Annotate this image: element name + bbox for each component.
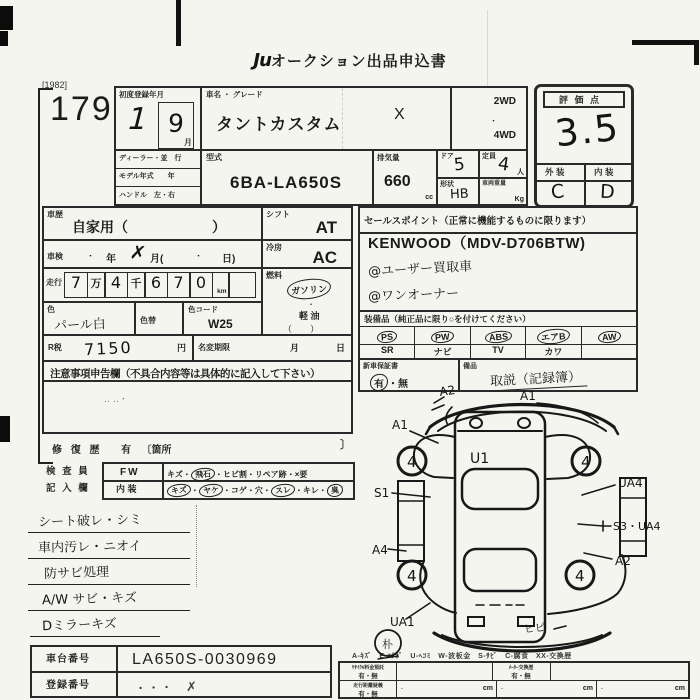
mileage-empty-box xyxy=(228,272,256,298)
interior-item: 穴 xyxy=(254,486,263,495)
inspection-year: 年 xyxy=(106,254,116,265)
scan-artifact xyxy=(0,31,8,46)
sales-point-note1: @ユーザー買取車 xyxy=(367,259,473,280)
drive-dot: ・ xyxy=(488,116,498,126)
handnote-text: A/W サビ・キズ xyxy=(41,590,138,609)
inspector-stamp-text: 朴 xyxy=(382,638,393,651)
weight-label: 車両重量 xyxy=(482,181,507,187)
equipment-cell: ナビ xyxy=(415,345,470,360)
fuel-label: 燃料 xyxy=(266,271,282,280)
color-change-label: 色替 xyxy=(140,316,156,325)
color-cell xyxy=(42,301,136,336)
color-change-cell xyxy=(134,301,184,336)
equipment-cell: カワ xyxy=(526,345,581,360)
interior-item: 臭 xyxy=(330,485,340,496)
equipment-cell xyxy=(526,327,581,344)
registration-value: ・・・ ✗ xyxy=(133,679,198,698)
registration-label: 登録番号 xyxy=(46,680,90,691)
chassis-value: LA650S-0030969 xyxy=(132,651,278,668)
model-year-label: モデル年式 年 xyxy=(119,173,175,180)
damage-label-hood-u1: U1 xyxy=(470,451,490,467)
model-code-value: 6BA-LA650S xyxy=(230,173,343,192)
handnote-line xyxy=(28,510,190,533)
doors-value: 5 xyxy=(452,154,466,176)
leader-right-a2 xyxy=(584,553,612,559)
chassis-label: 車台番号 xyxy=(46,654,90,665)
fw-item: 飛石 xyxy=(194,469,212,480)
bottom-right-table xyxy=(338,661,690,699)
sep: ・ xyxy=(294,486,303,495)
warranty-label: 新車保証書 xyxy=(363,363,398,370)
fuel-paren: （ ） xyxy=(283,324,320,334)
equipment-item: AW xyxy=(601,331,617,343)
accessories-value: 取説（記録簿） xyxy=(488,365,588,391)
column-divider xyxy=(196,505,197,587)
weight-unit: Kg xyxy=(514,196,524,203)
equipment-circled xyxy=(377,330,398,343)
bt-cm-unit: cm xyxy=(482,685,493,692)
fw-label: FW xyxy=(120,467,140,478)
equipment-cell xyxy=(415,327,470,344)
shift-label: シフト xyxy=(266,210,290,219)
damage-label-front-a1: A1 xyxy=(520,389,536,403)
rear-note-dash xyxy=(554,626,566,629)
registration-value-cell xyxy=(116,671,332,698)
color-code-value: W25 xyxy=(208,317,233,331)
recycle-fee-value: 7150 xyxy=(83,337,134,360)
lot-number: 179 xyxy=(50,90,113,128)
interior-item: コゲ xyxy=(230,486,247,495)
history-cell xyxy=(42,206,263,241)
notes-header xyxy=(42,360,353,382)
sep: ・ xyxy=(388,379,398,390)
car-damage-diagram xyxy=(372,383,672,663)
bt-cm-cell xyxy=(596,681,688,697)
sep: ・ xyxy=(246,470,255,479)
inspection-label: 車検 xyxy=(47,252,63,261)
warranty-no: 無 xyxy=(398,379,408,390)
bt-cm-cell xyxy=(396,681,497,697)
handnote-line xyxy=(30,614,160,637)
repair-history-close: 〕 xyxy=(340,439,351,451)
inspection-month: 月( xyxy=(150,254,164,265)
recycle-fee-unit: 円 xyxy=(176,343,186,353)
headlamp-right xyxy=(518,418,530,428)
equipment-header: 装備品（純正品に限り○を付けてください） xyxy=(360,312,636,327)
capacity-value: 4 xyxy=(496,153,511,176)
interior-item-circled xyxy=(270,483,295,498)
rear-lamp-left xyxy=(468,617,484,626)
doors-cell xyxy=(436,149,480,179)
scan-artifact xyxy=(176,0,181,46)
rear-window xyxy=(464,549,536,591)
inspector-label-1: 検 査 員 xyxy=(46,466,90,477)
bt-label-1 xyxy=(340,663,397,680)
equipment-circled xyxy=(431,330,454,344)
sep: ・ xyxy=(318,486,327,495)
notes-header-text: 注意事項申告欄（不具合内容等は具体的に記入して下さい） xyxy=(50,368,320,380)
damage-label-ua1: UA1 xyxy=(390,615,415,629)
bt-label-1-text: ﾘｻｲｸﾙ料金預託 xyxy=(351,665,385,671)
handle-label: ハンドル 左・右 xyxy=(119,192,175,199)
interior-item-circled xyxy=(167,483,192,498)
equipment-circled xyxy=(537,328,570,345)
headlamp-left xyxy=(470,418,482,428)
fuel-cell xyxy=(261,267,353,336)
sales-point-header-text: セールスポイント（正常に機能するものに限ります） xyxy=(364,216,592,227)
notes-faint-marks: ‥ ‥・ xyxy=(104,395,128,405)
interior-row-label: 内 装 xyxy=(116,484,137,494)
interior-item-circled xyxy=(326,483,343,497)
mileage-digit: 0 xyxy=(189,272,213,298)
equipment-item: PS xyxy=(380,331,394,343)
bt-mark: ・ xyxy=(399,687,406,693)
handnote-line xyxy=(28,536,190,559)
equipment-row-1 xyxy=(360,327,636,345)
inspector-table xyxy=(102,462,355,500)
sep: ・ xyxy=(190,486,199,495)
fw-item-circled xyxy=(190,467,215,482)
mileage-unit-man: 万 xyxy=(87,272,106,298)
exterior-grade: C xyxy=(550,180,566,204)
bt-mark: ・ xyxy=(499,687,506,693)
color-value: パール白 xyxy=(53,317,107,334)
equipment-cell: SR xyxy=(360,345,415,360)
car-name-value: タントカスタム xyxy=(216,115,342,134)
mileage-digit: 7 xyxy=(167,272,191,298)
inspection-cell xyxy=(42,239,263,269)
damage-label-s3ua4: S3・UA4 xyxy=(613,520,661,533)
mileage-digit-boxes xyxy=(64,272,256,298)
chassis-value-cell xyxy=(116,645,332,673)
damage-code-legend: A-ｷｽﾞ E-ｴｸﾎﾞ U-ﾍｺﾐ W-波板金 S-ｻﾋﾞ C-腐食 XX-交換歴 xyxy=(352,653,572,660)
fuel-gasoline xyxy=(286,277,331,300)
color-code-label: 色コード xyxy=(188,305,218,314)
sales-point-note2: @ワンオーナー xyxy=(367,286,460,305)
interior-item: ヤケ xyxy=(202,485,220,496)
mileage-digit: 6 xyxy=(144,272,168,298)
equipment-circled xyxy=(597,330,620,344)
left-door-lines xyxy=(398,501,424,545)
sep: ・ xyxy=(286,470,295,479)
tire-tread-value: 4 xyxy=(407,567,417,585)
sep: ・ xyxy=(182,470,191,479)
ac-value: AC xyxy=(312,248,337,267)
sales-point-header xyxy=(360,208,636,234)
mileage-digit: 4 xyxy=(104,272,128,298)
recycle-fee-cell xyxy=(42,334,194,362)
equipment-cell xyxy=(471,327,526,344)
equipment-box xyxy=(358,310,638,360)
bt-label-1-choice: 有・無 xyxy=(358,673,378,680)
leader-a4 xyxy=(388,549,406,551)
car-grade: X xyxy=(394,106,405,123)
mileage-km-label: km xyxy=(212,272,230,298)
damage-label-s1: S1 xyxy=(374,486,390,500)
history-label: 車歴 xyxy=(47,210,63,219)
interior-label: 内 装 xyxy=(594,167,614,177)
damage-label-a4: A4 xyxy=(372,543,388,557)
sales-point-product: KENWOOD（MDV-D706BTW) xyxy=(368,235,586,252)
chassis-label-cell xyxy=(30,645,118,673)
sep: ・ xyxy=(246,486,255,495)
name-change-month: 月 xyxy=(290,343,300,353)
car-body xyxy=(455,412,545,642)
fw-item: ヒビ割 xyxy=(222,470,247,479)
drive-type-cell xyxy=(450,86,528,151)
scan-crease xyxy=(487,10,488,86)
bt-label-2-choice: 有・無 xyxy=(511,673,531,680)
sep: ・ xyxy=(214,470,223,479)
divider xyxy=(584,163,586,205)
repair-history-open: 〔箇所 xyxy=(141,445,172,456)
interior-grade: D xyxy=(599,180,616,204)
interior-item: スレ xyxy=(274,485,292,496)
repair-history-yes: 有 xyxy=(121,445,132,456)
color-label: 色 xyxy=(47,305,55,314)
bt-label-3 xyxy=(340,681,397,697)
handnote-text: 防サビ処理 xyxy=(43,564,110,583)
capacity-label: 定員 xyxy=(482,153,496,160)
score-label: 評 価 点 xyxy=(559,95,602,105)
equipment-cell: TV xyxy=(471,345,526,360)
score-value: 3.5 xyxy=(552,105,622,156)
ju-logo: Ju xyxy=(253,50,271,71)
drive-4wd: 4WD xyxy=(493,130,516,141)
interior-item: キレ xyxy=(302,486,319,495)
first-registration-month: 9 xyxy=(167,108,185,139)
ac-cell xyxy=(261,239,353,269)
tire-tread-value: 4 xyxy=(407,453,417,471)
scan-artifact xyxy=(0,6,13,30)
damage-label-front-a2: A2 xyxy=(438,383,457,399)
damage-label-rear-note: ヒビ xyxy=(522,620,547,636)
form-title xyxy=(0,50,700,71)
inspector-label-2: 記 入 欄 xyxy=(46,483,90,494)
fw-item: キズ xyxy=(167,470,183,479)
car-name-label: 車名 ・ グレード xyxy=(206,90,263,99)
tire-tread-value: 4 xyxy=(581,453,591,471)
fw-item: ×要 xyxy=(294,470,308,479)
mileage-unit-sen: 千 xyxy=(127,272,146,298)
damage-label-ua4: UA4 xyxy=(618,476,643,490)
bt-label-2-text: ﾒｰﾀｰ交換歴 xyxy=(508,665,534,671)
repair-history-row xyxy=(52,440,352,460)
first-registration-year: 1 xyxy=(123,102,152,137)
left-door-panel xyxy=(398,481,424,561)
handnote-text: Dミラーキズ xyxy=(41,616,118,635)
bt-label-2 xyxy=(492,663,551,680)
shift-value: AT xyxy=(315,218,337,237)
divider xyxy=(116,186,200,187)
model-code-cell xyxy=(200,149,374,206)
form-title-text: オークション出品申込書 xyxy=(270,53,447,70)
bt-mark: ・ xyxy=(599,687,606,693)
bt-empty-1 xyxy=(396,663,493,680)
shift-cell xyxy=(261,206,353,241)
registration-label-cell xyxy=(30,671,118,698)
inspection-day: 日) xyxy=(222,254,236,265)
exterior-label: 外 装 xyxy=(545,167,565,177)
inspection-pre: ・ xyxy=(86,251,96,261)
equipment-item: PW xyxy=(435,331,451,343)
model-code-label: 型式 xyxy=(206,153,222,162)
handnote-line xyxy=(28,562,190,585)
notes-body xyxy=(42,380,353,434)
equipment-cell xyxy=(582,327,636,344)
fuel-dot: ・ xyxy=(307,300,315,309)
sep: ・ xyxy=(222,486,231,495)
windshield xyxy=(462,469,538,509)
interior-items xyxy=(167,484,343,497)
bt-label-3-choice: 有・無 xyxy=(358,691,378,698)
interior-item: キズ xyxy=(170,485,188,496)
sep: ・ xyxy=(262,486,271,495)
crease-line xyxy=(342,88,344,149)
history-value: 自家用（ ） xyxy=(72,219,226,235)
handnote-text: 車内汚レ・ニオイ xyxy=(37,539,142,556)
displacement-value: 660 xyxy=(384,173,411,190)
scan-artifact xyxy=(0,416,10,442)
name-change-label: 名変期限 xyxy=(198,343,230,352)
inspection-month-mark: ✗ xyxy=(128,240,148,266)
dealer-label: ディーラー・並 行 xyxy=(119,155,182,162)
warranty-yes: 有 xyxy=(373,378,385,391)
fuel-gasoline-label: ガソリン xyxy=(290,283,328,297)
displacement-cell xyxy=(372,149,438,206)
first-registration-label: 初度登録年月 xyxy=(119,90,164,99)
fw-item: リペア跡 xyxy=(254,470,287,479)
displacement-label: 排気量 xyxy=(377,153,400,162)
first-registration-cell xyxy=(114,86,202,151)
capacity-cell xyxy=(478,149,528,179)
accessories-label: 備品 xyxy=(463,363,477,370)
mileage-label: 走行 xyxy=(46,278,62,287)
leader-s3ua4 xyxy=(578,521,611,531)
name-change-day: 日 xyxy=(335,343,345,353)
drive-2wd: 2WD xyxy=(493,96,516,107)
ac-label: 冷房 xyxy=(266,243,282,252)
corner-tag: [1982] xyxy=(42,80,68,90)
car-name-cell xyxy=(200,86,452,151)
bt-cm-unit: cm xyxy=(674,685,685,692)
equipment-item: ABS xyxy=(488,331,508,343)
first-registration-month-box xyxy=(158,102,194,149)
bt-label-3-text: 走行距離疑義 xyxy=(353,683,383,689)
color-code-cell xyxy=(182,301,263,336)
body-shape-cell xyxy=(436,177,480,206)
leader-left-a1 xyxy=(410,431,438,443)
body-shape-label: 形状 xyxy=(440,181,454,188)
interior-item-circled xyxy=(198,483,223,498)
displacement-unit: cc xyxy=(425,194,433,201)
capacity-unit: 人 xyxy=(517,169,524,176)
damage-label-right-a2: A2 xyxy=(615,554,631,568)
damage-label-left-a1: A1 xyxy=(392,418,408,432)
body-shape-value: HB xyxy=(449,186,470,203)
inspection-mid: ・ xyxy=(194,251,204,261)
fuel-diesel: 軽 油 xyxy=(299,311,320,321)
doors-label: ドア xyxy=(440,153,454,160)
recycle-fee-label: R税 xyxy=(48,343,62,352)
mileage-cell xyxy=(42,267,263,303)
equipment-cell xyxy=(360,327,415,344)
score-box xyxy=(534,84,634,208)
handnote-text: シート破レ・シミ xyxy=(37,512,143,531)
bt-cm-unit: cm xyxy=(582,685,593,692)
equipment-circled xyxy=(484,330,512,344)
month-suffix: 月 xyxy=(184,138,192,147)
bt-cm-cell xyxy=(496,681,597,697)
weight-cell xyxy=(478,177,528,206)
name-change-cell xyxy=(192,334,353,362)
sales-point-box xyxy=(358,206,638,312)
equipment-item: エアB xyxy=(540,331,567,343)
mileage-digit: 7 xyxy=(64,272,88,298)
dealer-labels-cell xyxy=(114,149,202,206)
divider xyxy=(116,168,200,169)
tire-tread-value: 4 xyxy=(575,567,585,585)
fw-items xyxy=(167,468,307,481)
repair-history-label: 修 復 歴 xyxy=(52,445,103,456)
handnote-line xyxy=(28,588,190,611)
leader-ua4 xyxy=(582,485,615,495)
